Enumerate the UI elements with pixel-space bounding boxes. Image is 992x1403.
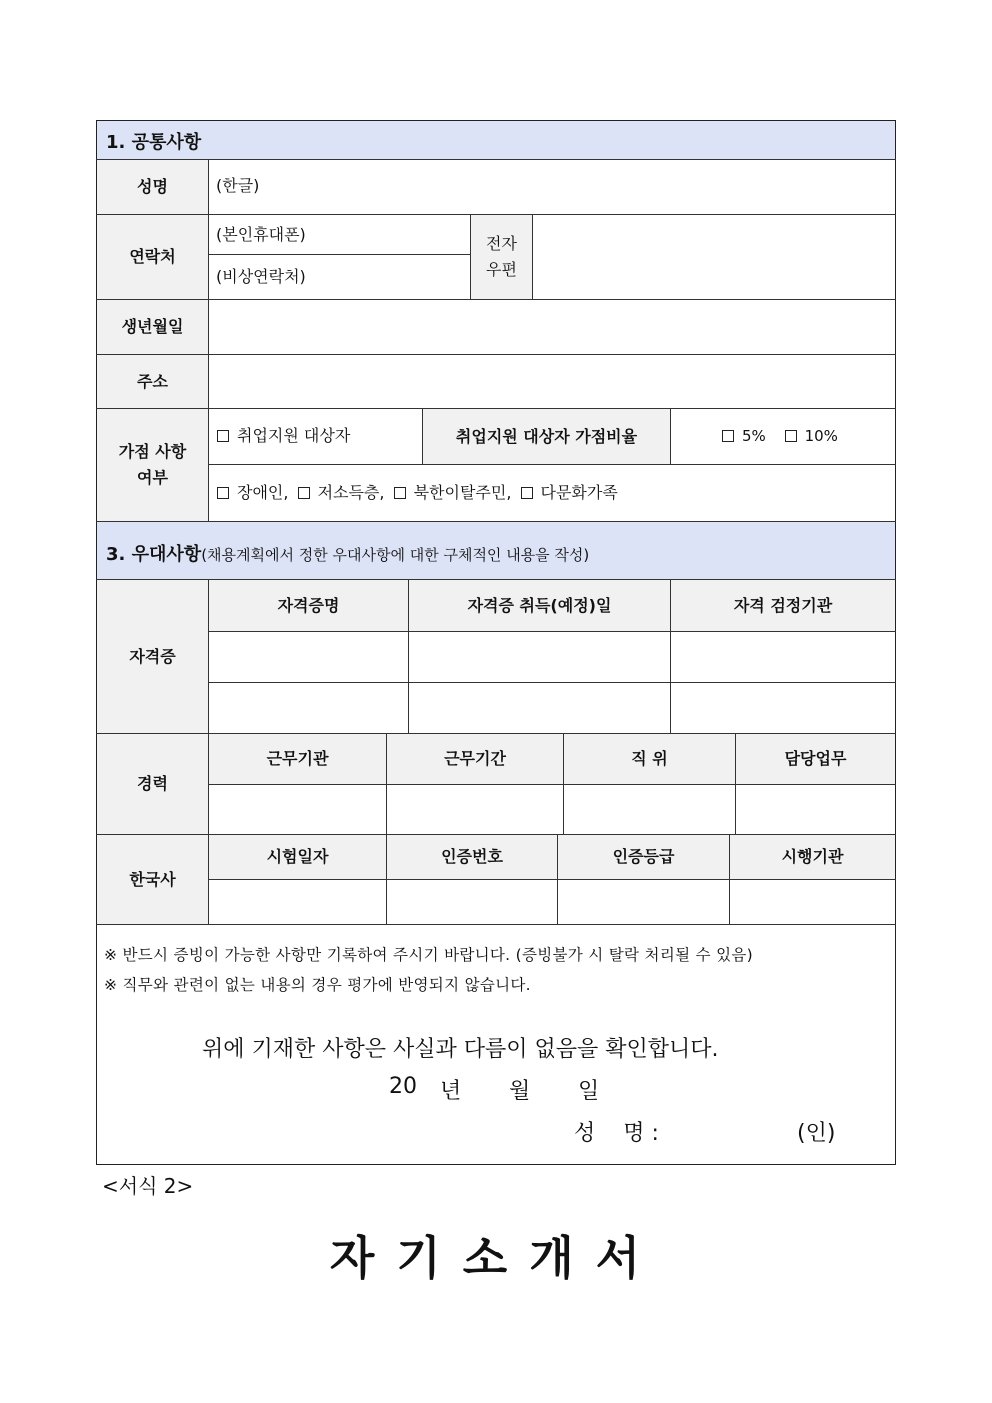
date-year: 20 (389, 1074, 417, 1099)
history-header-date: 시험일자 (266, 847, 329, 866)
rule (208, 631, 896, 632)
low-income-text: 저소득층, (317, 483, 385, 502)
career-label: 경력 (137, 774, 168, 793)
ratio-label: 취업지원 대상자 가점비율 (455, 426, 638, 446)
birth-field[interactable] (209, 300, 895, 354)
sign-label: 성 명 : (574, 1121, 659, 1146)
history-header-agency: 시행기관 (781, 847, 844, 866)
ratio-options (722, 425, 838, 447)
career-header-period: 근무기간 (444, 749, 506, 768)
rule (208, 254, 471, 255)
history-header-number: 인증번호 (441, 847, 503, 866)
notice-1: ※ 반드시 증빙이 가능한 사항만 기록하여 주시기 바랍니다. (증빙불가 시 탈락 처리될 수 있음) (104, 946, 753, 964)
name-field[interactable]: (한글) (216, 176, 260, 195)
checkbox-multicultural[interactable] (521, 487, 533, 499)
bonus-label-line1: 가점 사항 (118, 442, 187, 461)
email-field[interactable] (533, 215, 895, 299)
section3-title-text: 3. 우대사항 (106, 544, 202, 565)
rule (96, 159, 896, 160)
cert-header-name: 자격증명 (277, 595, 340, 615)
date-month-unit: 월 (509, 1079, 531, 1104)
multicultural-text: 다문화가족 (540, 483, 618, 502)
cert-label: 자격증 (129, 646, 176, 666)
date-day-unit: 일 (578, 1079, 600, 1104)
mobile-field[interactable]: (본인휴대폰) (216, 225, 306, 244)
rule (208, 682, 896, 683)
checkbox-10[interactable] (785, 430, 797, 442)
section3-title (106, 540, 589, 566)
checkbox[interactable] (217, 430, 229, 442)
address-label: 주소 (137, 371, 168, 391)
seal-mark: (인) (797, 1121, 836, 1146)
form-number: <서식 2> (102, 1174, 194, 1198)
cert-header-issuer: 자격 검정기관 (733, 595, 833, 615)
section3-note: (채용계획에서 정한 우대사항에 대한 구체적인 내용을 작성) (201, 546, 590, 564)
disabled-text: 장애인, (237, 483, 289, 502)
email-label-line2: 우편 (486, 260, 517, 279)
self-introduction-title: 자기소개서 (329, 1231, 663, 1285)
employment-support-option[interactable] (217, 425, 350, 447)
rule (208, 879, 896, 880)
employment-support-text: 취업지원 대상자 (237, 426, 351, 445)
rule (208, 784, 896, 785)
opt-5-text: 5% (742, 427, 766, 445)
opt-10-text: 10% (804, 427, 838, 445)
history-header-grade: 인증등급 (612, 847, 675, 866)
email-label (471, 215, 532, 299)
bonus-categories (217, 482, 618, 504)
section1-title: 1. 공통사항 (106, 132, 202, 153)
checkbox-defector[interactable] (394, 487, 406, 499)
career-header-position: 직 위 (631, 749, 668, 768)
bonus-label-line2: 여부 (137, 468, 168, 487)
emergency-contact-field[interactable]: (비상연락처) (216, 267, 306, 286)
rule (670, 408, 671, 464)
contact-label: 연락처 (129, 247, 176, 266)
rule (208, 464, 896, 465)
email-label-line1: 전자 (486, 234, 517, 253)
checkbox-low-income[interactable] (298, 487, 310, 499)
history-label: 한국사 (129, 869, 176, 889)
name-label: 성명 (137, 177, 168, 196)
defector-text: 북한이탈주민, (413, 483, 512, 502)
rule (96, 521, 896, 522)
notice-2: ※ 직무와 관련이 없는 내용의 경우 평가에 반영되지 않습니다. (104, 976, 531, 994)
cert-header-date: 자격증 취득(예정)일 (467, 595, 612, 615)
address-field[interactable] (209, 355, 895, 408)
career-header-duty: 담당업무 (784, 749, 847, 768)
rule (96, 924, 896, 925)
checkbox-disabled[interactable] (217, 487, 229, 499)
declaration-statement: 위에 기재한 사항은 사실과 다름이 없음을 확인합니다. (202, 1037, 719, 1062)
bonus-label (97, 409, 208, 521)
date-year-unit: 년 (440, 1079, 462, 1104)
career-header-org: 근무기관 (266, 749, 329, 768)
checkbox-5[interactable] (722, 430, 734, 442)
birth-label: 생년월일 (121, 317, 184, 336)
